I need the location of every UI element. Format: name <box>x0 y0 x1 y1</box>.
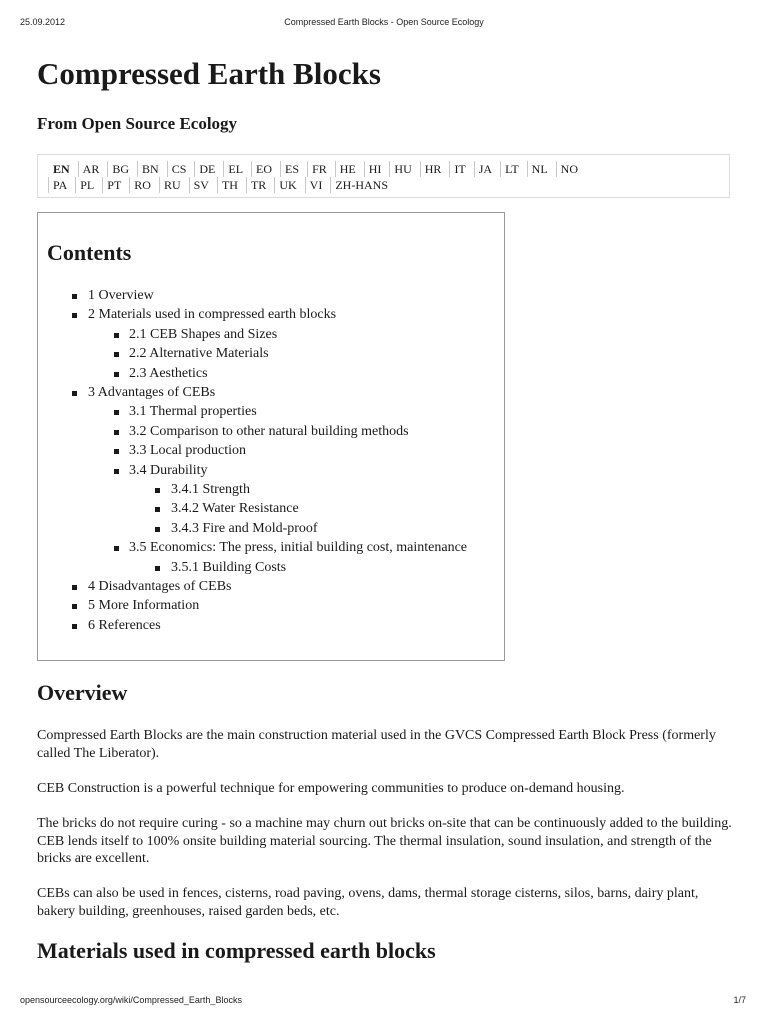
language-link-fr[interactable]: FR <box>307 161 335 177</box>
language-link-hu[interactable]: HU <box>389 161 419 177</box>
language-link-el[interactable]: EL <box>223 161 251 177</box>
language-selector <box>37 154 730 198</box>
language-link-th[interactable]: TH <box>217 177 246 193</box>
language-link-eo[interactable]: EO <box>251 161 280 177</box>
print-doc-title: Compressed Earth Blocks - Open Source Ecology <box>284 17 484 27</box>
toc-bullet <box>72 391 77 396</box>
toc-link[interactable]: 3.5.1 Building Costs <box>171 559 287 575</box>
language-link-ro[interactable]: RO <box>129 177 159 193</box>
toc-link[interactable]: 3.4.1 Strength <box>171 482 250 497</box>
language-row <box>48 177 396 193</box>
language-link-pa[interactable]: PA <box>48 177 75 193</box>
language-link-sv[interactable]: SV <box>189 177 217 193</box>
language-link-nl[interactable]: NL <box>527 161 556 177</box>
toc-bullet <box>114 352 119 357</box>
language-link-lt[interactable]: LT <box>500 161 527 177</box>
language-link-pt[interactable]: PT <box>102 177 129 193</box>
toc-bullet <box>155 566 160 571</box>
overview-paragraph: The bricks do not require curing - so a machine may churn out bricks on-site that can be continuously added to the building. CEB lends itself to 100% onsite building material sourcing. The thermal insulation, sound insulation, and strength of the bricks are excellent. <box>37 816 732 866</box>
toc-bullet <box>114 333 119 338</box>
language-link-ru[interactable]: RU <box>159 177 189 193</box>
toc-bullet <box>155 527 160 532</box>
toc-link[interactable]: 3.2 Comparison to other natural building methods <box>129 423 409 439</box>
site-subtitle: From Open Source Ecology <box>37 114 238 133</box>
toc-link[interactable]: 3.1 Thermal properties <box>129 404 257 420</box>
section-heading-overview: Overview <box>37 680 128 705</box>
toc-link[interactable]: 3.4.2 Water Resistance <box>171 501 299 517</box>
toc-bullet <box>72 624 77 629</box>
toc-link[interactable]: 3.4 Durability <box>129 462 208 478</box>
language-link-hr[interactable]: HR <box>420 161 450 177</box>
toc-link[interactable]: 2.2 Alternative Materials <box>129 346 269 362</box>
toc-link[interactable]: 2 Materials used in compressed earth blocks <box>88 307 337 323</box>
toc-bullet <box>114 372 119 377</box>
print-footer <box>0 995 768 1007</box>
toc-title: Contents <box>47 240 132 265</box>
toc-bullet <box>72 313 77 318</box>
toc-bullet <box>114 430 119 435</box>
toc-bullet <box>72 604 77 609</box>
toc-link[interactable]: 4 Disadvantages of CEBs <box>88 579 232 594</box>
overview-paragraph: CEBs can also be used in fences, cisterns, road paving, ovens, dams, thermal storage cisterns, silos, barns, dairy plant, bakery building, greenhouses, raised garden beds, etc. <box>37 886 699 919</box>
toc-link[interactable]: 2.3 Aesthetics <box>129 365 208 381</box>
toc-bullet <box>114 410 119 415</box>
section-heading-materials: Materials used in compressed earth blocks <box>37 938 436 963</box>
toc-link[interactable]: 6 References <box>88 617 161 633</box>
table-of-contents <box>37 212 505 661</box>
print-page-number: 1/7 <box>733 995 746 1005</box>
language-link-no[interactable]: NO <box>556 161 586 177</box>
toc-bullet <box>155 488 160 493</box>
language-link-zh-hans[interactable]: ZH-HANS <box>330 177 396 193</box>
language-link-cs[interactable]: CS <box>167 161 195 177</box>
toc-link[interactable]: 3 Advantages of CEBs <box>88 385 216 400</box>
toc-link[interactable]: 3.3 Local production <box>129 443 247 459</box>
print-header <box>0 17 768 29</box>
overview-paragraph: CEB Construction is a powerful technique for empowering communities to produce on-demand housing. <box>37 781 625 796</box>
language-link-hi[interactable]: HI <box>364 161 390 177</box>
language-row <box>48 161 586 177</box>
language-link-bn[interactable]: BN <box>137 161 167 177</box>
toc-bullet <box>72 294 77 299</box>
toc-bullet <box>155 507 160 512</box>
language-link-pl[interactable]: PL <box>75 177 102 193</box>
language-link-he[interactable]: HE <box>335 161 364 177</box>
language-link-uk[interactable]: UK <box>274 177 304 193</box>
toc-link[interactable]: 5 More Information <box>88 598 200 614</box>
language-link-bg[interactable]: BG <box>107 161 137 177</box>
overview-paragraph: Compressed Earth Blocks are the main construction material used in the GVCS Compressed Earth Block Press (formerly called The Liberator). <box>37 728 716 761</box>
toc-link[interactable]: 2.1 CEB Shapes and Sizes <box>129 326 278 342</box>
language-link-es[interactable]: ES <box>280 161 307 177</box>
language-link-vi[interactable]: VI <box>305 177 331 193</box>
toc-bullet <box>114 469 119 474</box>
print-date: 25.09.2012 <box>20 17 66 27</box>
toc-link[interactable]: 3.4.3 Fire and Mold-proof <box>171 520 318 536</box>
toc-bullet <box>114 546 119 551</box>
language-link-en[interactable]: EN <box>53 162 70 176</box>
language-link-it[interactable]: IT <box>449 161 473 177</box>
language-link-ja[interactable]: JA <box>474 161 500 177</box>
print-url: opensourceecology.org/wiki/Compressed_Earth_Blocks <box>20 995 242 1005</box>
toc-bullet <box>72 585 77 590</box>
language-link-ar[interactable]: AR <box>78 161 108 177</box>
toc-link[interactable]: 1 Overview <box>88 288 154 303</box>
toc-bullet <box>114 449 119 454</box>
language-link-de[interactable]: DE <box>194 161 223 177</box>
language-link-tr[interactable]: TR <box>246 177 274 193</box>
toc-link[interactable]: 3.5 Economics: The press, initial building cost, maintenance <box>129 540 468 556</box>
page-title: Compressed Earth Blocks <box>37 56 381 91</box>
